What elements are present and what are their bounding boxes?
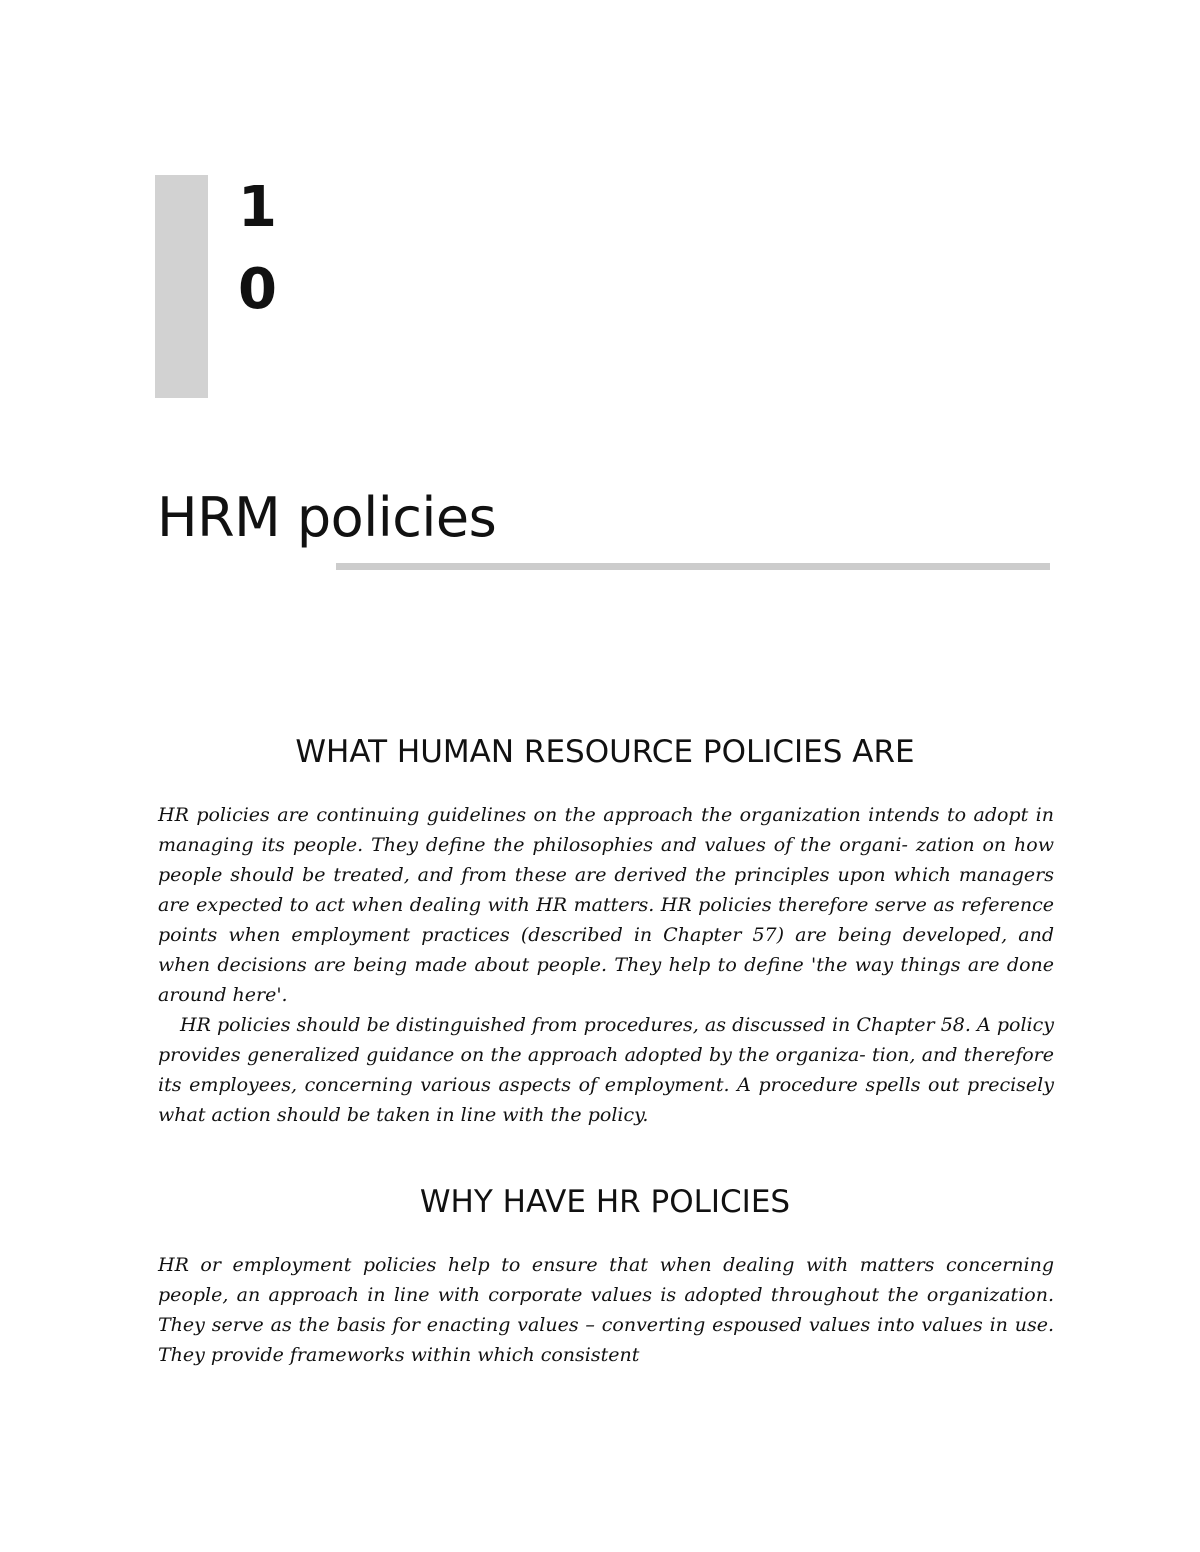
title-underline-rule <box>336 563 1050 570</box>
section-heading-what-policies-are: WHAT HUMAN RESOURCE POLICIES ARE <box>295 734 915 770</box>
paragraph: HR policies are continuing guidelines on the approach the organization intends to adopt in managing its people. They define the philosophies and values of the organi- zation on how people should be treated, and from these are derived the principles upon which managers are expected to act when dealing with HR matters. HR policies therefore serve as reference points when employment practices (described in Chapter 57) are being developed, and when decisions are being made about people. They help to define 'the way things are done around here'. <box>158 804 1054 1006</box>
chapter-number-digit-2: 0 <box>238 257 277 322</box>
paragraph: HR policies should be distinguished from procedures, as discussed in Chapter 58. A policy provides generalized guidance on the approach adopted by the organiza- tion, and therefore its employees, concerning various aspects of employment. A procedure spells out precisely what action should be taken in line with the policy. <box>158 1014 1054 1126</box>
chapter-title: HRM policies <box>157 486 497 549</box>
chapter-number-bar <box>155 175 208 398</box>
section-heading-why-have-policies: WHY HAVE HR POLICIES <box>419 1184 791 1220</box>
chapter-number-digit-1: 1 <box>238 175 277 240</box>
paragraph: HR or employment policies help to ensure that when dealing with matters concerning people, an approach in line with corporate values is adopted throughout the organization. They serve as the basis for enacting values – converting espoused values into values in use. They provide frameworks within which consistent <box>158 1254 1054 1366</box>
